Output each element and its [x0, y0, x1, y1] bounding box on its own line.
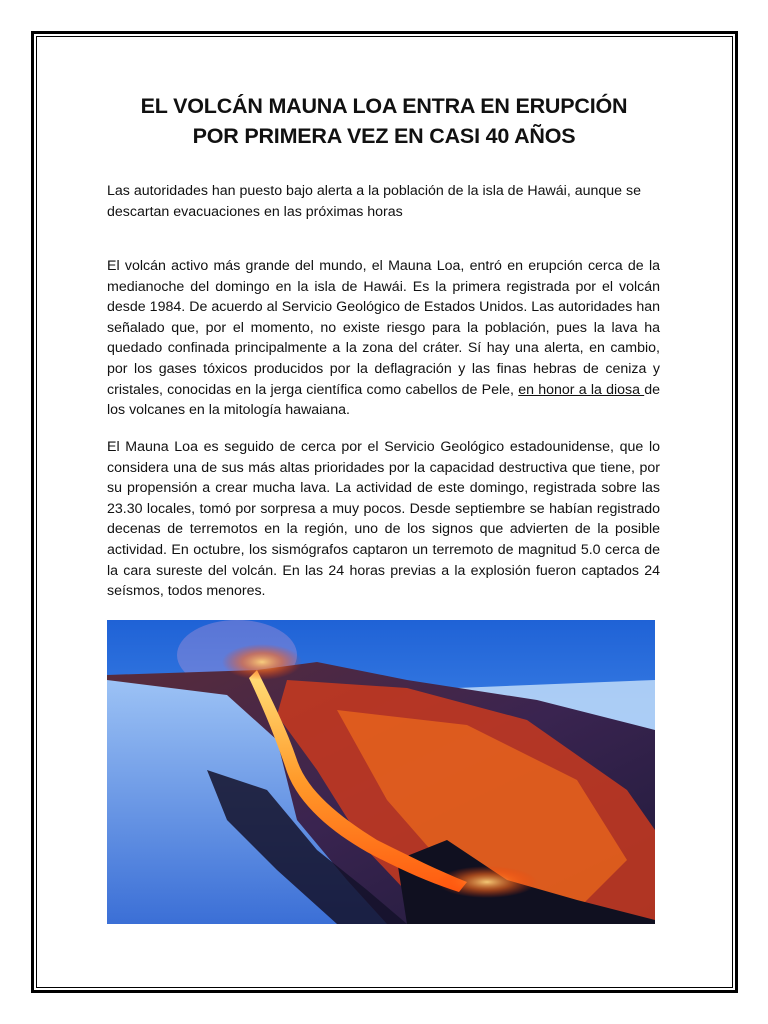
article-title-line-2: POR PRIMERA VEZ EN CASI 40 AÑOS [192, 124, 576, 148]
article-subtitle: Las autoridades han puesto bajo alerta a la población de la isla de Hawái, aunque se descartan evacuaciones en las próximas horas [107, 183, 641, 220]
paragraph-1-text-before-link: El volcán activo más grande del mundo, el Mauna Loa, entró en erupción cerca de la medianoche del domingo en la isla de Hawái. Es la primera registrada por el volcán desde 1984. De acuerdo al Servicio Geológico de Estados Unidos. Las autoridades han señalado que, por el momento, no existe riesgo para la población, pues la lava ha quedado confinada principalmente a la zona del cráter. Sí hay una alerta, en cambio, por los gases tóxicos producidos por la deflagración y las finas hebras de ceniza y cristales, conocidas en la jerga científica como cabellos de Pele, [107, 258, 660, 398]
crater-glow [222, 644, 302, 680]
article-paragraph-2: El Mauna Loa es seguido de cerca por el Servicio Geológico estadounidense, que lo considera una de sus más altas prioridades por la capacidad destructiva que tiene, por su propensión a crear mucha lava. La actividad de este domingo, registrada sobre las 23.30 locales, tomó por sorpresa a muy pocos. Desde septiembre se habían registrado decenas de terremotos en la región, uno de los signos que advierten de la posible actividad. En octubre, los sismógrafos captaron un terremoto de magnitud 5.0 cerca de la cara sureste del volcán. En las 24 horas previas a la explosión fueron captados 24 seísmos, todos menores. [107, 439, 660, 600]
volcano-eruption-photo [107, 620, 655, 924]
paragraph-1-text-after-link: de los volcanes en la mitología hawaiana. [107, 381, 660, 419]
article-title-line-1: EL VOLCÁN MAUNA LOA ENTRA EN ERUPCIÓN [140, 94, 628, 118]
goddess-link[interactable]: en honor a la diosa [518, 381, 645, 398]
article-title [60, 91, 708, 151]
lava-pool-glow [437, 866, 537, 898]
volcano-eruption-illustration [107, 620, 655, 924]
article-paragraph-1 [107, 256, 660, 421]
